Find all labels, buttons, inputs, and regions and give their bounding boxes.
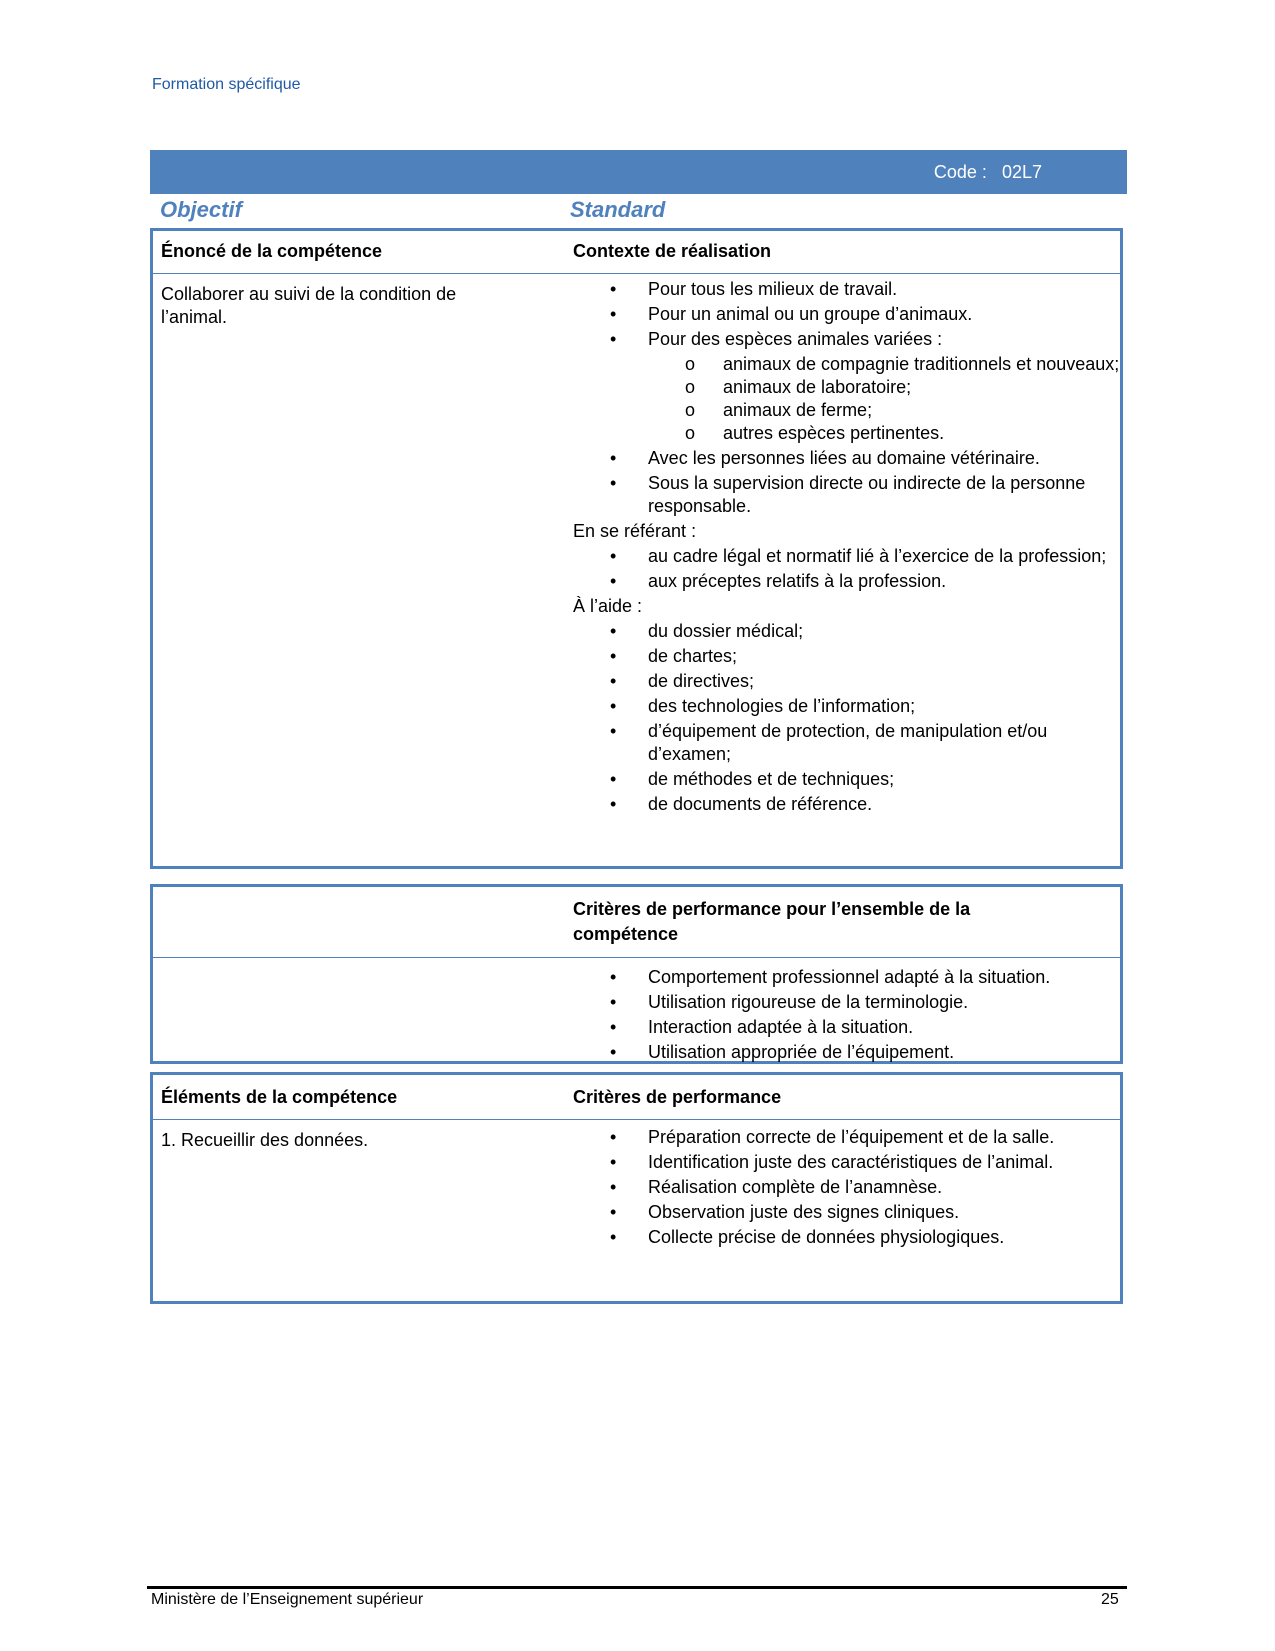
list-item: • aux préceptes relatifs à la profession. — [573, 570, 1118, 593]
overall-criteria-heading: Critères de performance pour l’ensemble de la compétence — [573, 899, 971, 944]
elements-heading: Éléments de la compétence — [161, 1087, 398, 1107]
elements-box — [150, 1072, 1123, 1304]
aid-list — [573, 620, 1118, 816]
box1-header — [153, 231, 1120, 274]
list-item: • de méthodes et de techniques; — [573, 768, 1118, 791]
referring-list — [573, 545, 1118, 593]
list-item: • de directives; — [573, 670, 1118, 693]
list-item: • Avec les personnes liées au domaine vétérinaire. — [573, 447, 1118, 470]
list-item: • Utilisation rigoureuse de la terminologie. — [573, 991, 1118, 1014]
aid-intro: À l’aide : — [573, 596, 643, 616]
code-label: Code : — [933, 162, 987, 182]
list-item: • du dossier médical; — [573, 620, 1118, 643]
statement-line: Collaborer au suivi de la condition de — [161, 284, 457, 304]
context-heading: Contexte de réalisation — [573, 241, 772, 261]
list-item: • Interaction adaptée à la situation. — [573, 1016, 1118, 1039]
context-list-2 — [573, 447, 1118, 518]
list-item: • Pour tous les milieux de travail. — [573, 278, 1118, 301]
species-list — [573, 353, 1118, 445]
performance-criteria-heading: Critères de performance — [573, 1087, 782, 1107]
competency-statement-box — [150, 228, 1123, 869]
list-item: • Observation juste des signes cliniques. — [573, 1201, 1118, 1224]
list-item: • d’équipement de protection, de manipulation et/ou d’examen; — [573, 720, 1118, 766]
list-item: • Identification juste des caractéristiques de l’animal. — [573, 1151, 1118, 1174]
list-item: • de chartes; — [573, 645, 1118, 668]
objectif-label: Objectif — [160, 197, 242, 222]
sub-list-item: o animaux de laboratoire; — [573, 376, 1133, 399]
list-item: • Utilisation appropriée de l’équipement. — [573, 1041, 1118, 1064]
list-item: • Pour des espèces animales variées : — [573, 328, 1118, 351]
footer-ministry: Ministère de l’Enseignement supérieur — [151, 1591, 424, 1608]
statement-line: l’animal. — [161, 307, 228, 327]
competency-element: 1. Recueillir des données. — [161, 1130, 369, 1150]
box2-header — [153, 887, 1120, 958]
list-item: • Sous la supervision directe ou indirecte de la personne responsable. — [573, 472, 1118, 518]
footer-divider — [147, 1586, 1127, 1589]
referring-intro: En se référant : — [573, 521, 697, 541]
list-item: • Préparation correcte de l’équipement et de la salle. — [573, 1126, 1118, 1149]
overall-criteria-box — [150, 884, 1123, 1064]
code-bar — [150, 150, 1127, 194]
list-item: • Pour un animal ou un groupe d’animaux. — [573, 303, 1118, 326]
context-list — [573, 278, 1118, 351]
code-value: 02L7 — [1001, 162, 1042, 182]
competency-statement — [161, 283, 456, 329]
standard-label: Standard — [570, 197, 666, 222]
page-header-section: Formation spécifique — [152, 76, 301, 93]
context-content — [573, 278, 1118, 818]
overall-criteria-list — [573, 966, 1118, 1064]
list-item: • Comportement professionnel adapté à la situation. — [573, 966, 1138, 989]
page-number: 25 — [1101, 1591, 1119, 1608]
sub-list-item: o animaux de ferme; — [573, 399, 1133, 422]
statement-heading: Énoncé de la compétence — [161, 241, 383, 261]
performance-criteria-content — [573, 1126, 1118, 1251]
performance-criteria-list — [573, 1126, 1118, 1249]
list-item: • Collecte précise de données physiologiques. — [573, 1226, 1118, 1249]
list-item: • au cadre légal et normatif lié à l’exercice de la profession; — [573, 545, 1118, 568]
competency-code — [934, 162, 1042, 183]
box3-header — [153, 1075, 1120, 1120]
list-item: • de documents de référence. — [573, 793, 1118, 816]
sub-list-item: o autres espèces pertinentes. — [573, 422, 1133, 445]
list-item: • des technologies de l’information; — [573, 695, 1118, 718]
list-item: • Réalisation complète de l’anamnèse. — [573, 1176, 1118, 1199]
sub-list-item: o animaux de compagnie traditionnels et nouveaux; — [573, 353, 1133, 376]
overall-criteria-content — [573, 966, 1118, 1066]
